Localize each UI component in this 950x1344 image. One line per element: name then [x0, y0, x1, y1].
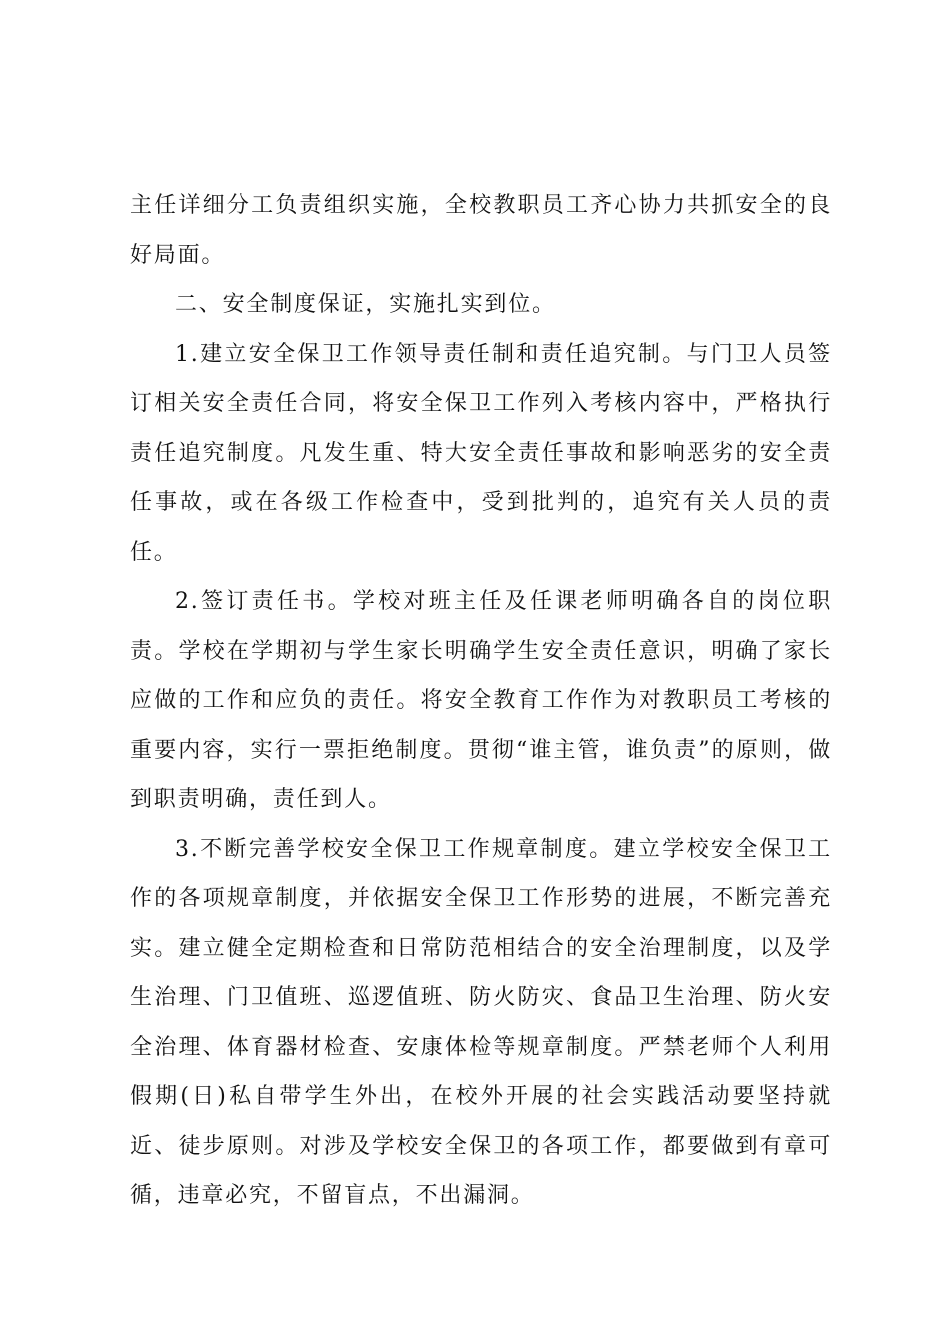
paragraph-item-1: 1.建立安全保卫工作领导责任制和责任追究制。与门卫人员签订相关安全责任合同，将安全保卫工作列入考核内容中，严格执行责任追究制度。凡发生重、特大安全责任事故和影响恶劣的安全责任事故，或在各级工作检查中，受到批判的，追究有关人员的责任。	[130, 341, 832, 565]
paragraph-item-2: 2.签订责任书。学校对班主任及任课老师明确各自的岗位职责。学校在学期初与学生家长明确学生安全责任意识，明确了家长应做的工作和应负的责任。将安全教育工作作为对教职员工考核的重要内容，实行一票拒绝制度。贯彻“谁主管，谁负责”的原则，做到职责明确，责任到人。	[130, 589, 832, 812]
paragraph-continuation: 主任详细分工负责组织实施，全校教职员工齐心协力共抓安全的良好局面。	[130, 193, 832, 268]
document-body	[130, 181, 832, 1221]
paragraph-item-3: 3.不断完善学校安全保卫工作规章制度。建立学校安全保卫工作的各项规章制度，并依据安全保卫工作形势的进展，不断完善充实。建立健全定期检查和日常防范相结合的安全治理制度，以及学生治理、门卫值班、巡逻值班、防火防灾、食品卫生治理、防火安全治理、体育器材检查、安康体检等规章制度。严禁老师个人利用假期(日)私自带学生外出，在校外开展的社会实践活动要坚持就近、徒步原则。对涉及学校安全保卫的各项工作，都要做到有章可循，违章必究，不留盲点，不出漏洞。	[130, 836, 832, 1208]
section-heading: 二、安全制度保证，实施扎实到位。	[175, 292, 556, 317]
